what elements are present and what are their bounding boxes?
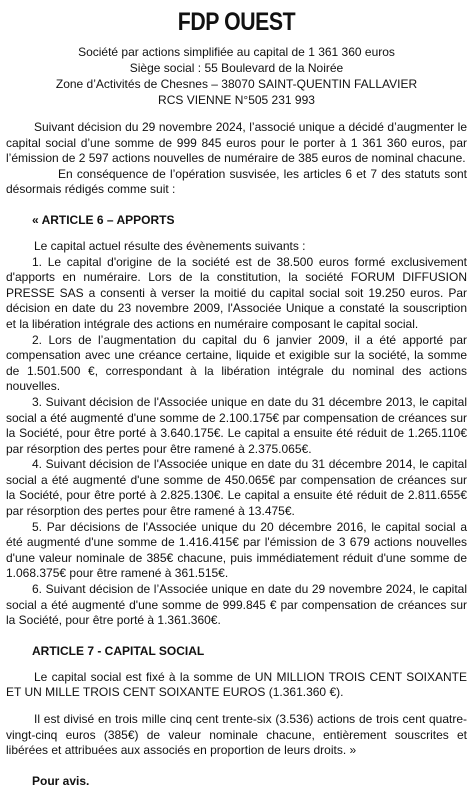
intro-paragraph: Suivant décision du 29 novembre 2024, l’associé unique a décidé d’augmenter le capital social d’une somme de 999 845 euros pour le porter à 1 361 360 euros, par l’émission de 2 597 actions nouvelles de numéraire de 385 euros de nominal chacune. — [6, 120, 467, 166]
article-7-heading: ARTICLE 7 - CAPITAL SOCIAL — [32, 643, 205, 658]
article-6-item: 2. Lors de l’augmentation du capital du 6 janvier 2009, il a été apporté par compensation avec une créance certaine, liquide et exigible sur la société, la somme de 1.501.500 €, correspondant à la libération intégrale du nominal des actions nouvelles. — [6, 332, 467, 394]
article-7-paragraph: Le capital social est fixé à la somme de UN MILLION TROIS CENT SOIXANTE ET UN MILLE TROIS CENT SOIXANTE EUROS (1.361.360 €). — [6, 669, 467, 700]
header-line-capital: Société par actions simplifiée au capital de 1 361 360 euros — [78, 45, 395, 59]
intro-consequence: En conséquence de l’opération susvisée, les articles 6 et 7 des statuts sont désormais rédigés comme suit : — [6, 166, 467, 197]
article-6-heading: « ARTICLE 6 – APPORTS — [32, 212, 175, 227]
header-line-rcs: RCS VIENNE N°505 231 993 — [158, 93, 315, 107]
header-line-zone: Zone d’Activités de Chesnes – 38070 SAINT-QUENTIN FALLAVIER — [55, 77, 418, 91]
header-line-siege: Siège social : 55 Boulevard de la Noirée — [129, 61, 344, 75]
article-7-paragraph: Il est divisé en trois mille cinq cent trente-six (3.536) actions de trois cent quatre-vingt-cinq euros (385€) de valeur nominale chacune, entièrement souscrites et libérées et attribuées aux associés en proportion de leurs droits. » — [6, 712, 467, 758]
article-6-item: 1. Le capital d'origine de la société est de 38.500 euros formé exclusivement d'apports en numéraire. Lors de la constitution, la société FORUM DIFFUSION PRESSE SAS a consenti à verser la moitié du capital social soit 19.250 euros. Par décision en date du 23 novembre 2009, l'Associée Unique a constaté la souscription et la libération intégrale des actions en numéraire composant le capital social. — [6, 254, 467, 331]
article-6-lead: Le capital actuel résulte des évènements suivants : — [34, 238, 306, 253]
article-6-item: 6. Suivant décision de l’Associée unique en date du 29 novembre 2024, le capital social a été augmenté d'une somme de 999.845 € par compensation de créances sur la Société, pour être porté à 1.361.360€. — [6, 582, 467, 628]
company-header — [6, 44, 467, 108]
article-6-item: 5. Par décisions de l'Associée unique du 20 décembre 2016, le capital social a été augmenté d'une somme de 1.416.415€ par l'émission de 3 679 actions nouvelles d'une valeur nominale de 385€ chacune, puis immédiatement réduit d'une somme de 1.068.375€ pour être ramené à 361.515€. — [6, 519, 467, 581]
closing-note: Pour avis. — [32, 773, 90, 788]
article-6-item: 4. Suivant décision de l'Associée unique en date du 31 décembre 2014, le capital social a été augmenté d'une somme de 450.065€ par compensation de créances sur la Société, pour être porté à 2.825.130€. Le capital a ensuite été réduit de 2.811.655€ par résorption des pertes pour être ramené à 13.475€. — [6, 457, 467, 519]
company-title: FDP OUEST — [177, 8, 296, 36]
article-6-item: 3. Suivant décision de l'Associée unique en date du 31 décembre 2013, le capital social a été augmenté d'une somme de 2.100.175€ par compensation de créances sur la Société, pour être porté à 3.640.175€. Le capital a ensuite été réduit de 1.265.110€ par résorption des pertes pour être ramené à 2.375.065€. — [6, 394, 467, 456]
